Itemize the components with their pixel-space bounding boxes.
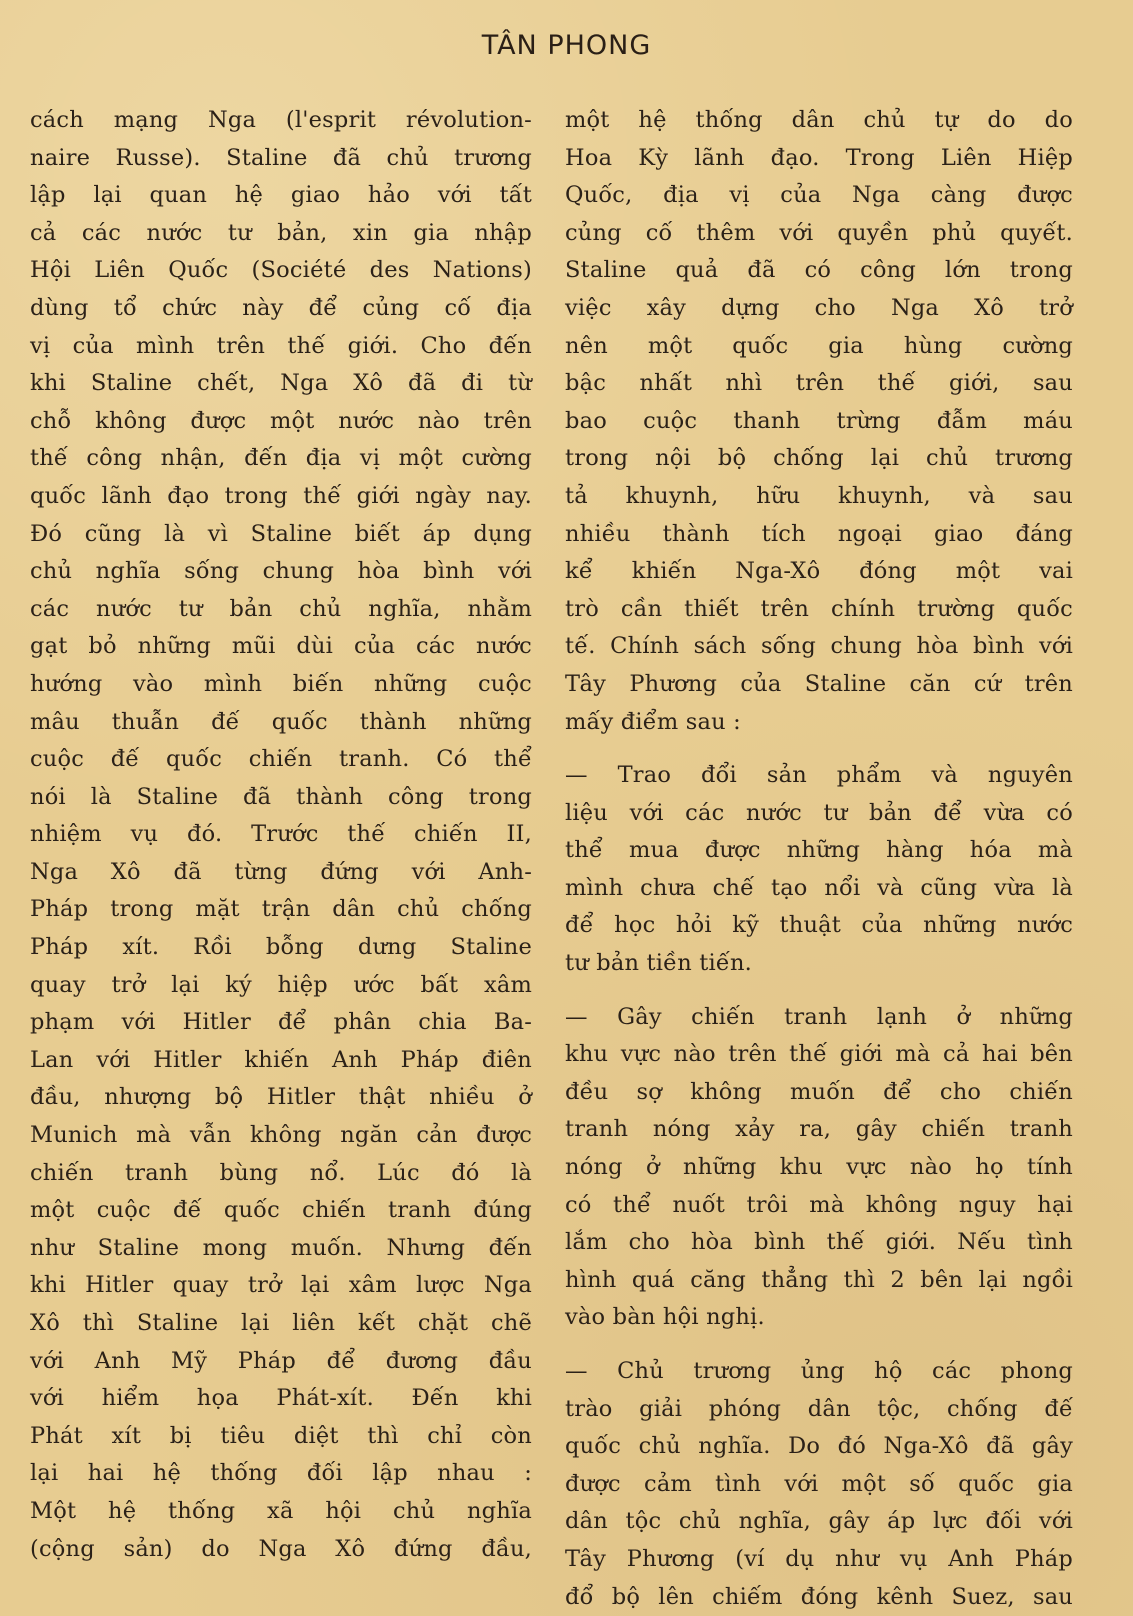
paragraph-gap <box>565 741 1073 757</box>
text-line: mâu thuẫn đế quốc thành những <box>30 708 532 735</box>
paragraph <box>565 102 1073 741</box>
text-line: tư bản tiền tiến. <box>565 950 752 977</box>
paragraph <box>565 1353 1073 1616</box>
text-line: được cảm tình với một số quốc gia <box>565 1470 1073 1497</box>
text-line: nói là Staline đã thành công trong <box>30 783 532 810</box>
text-line: thể mua được những hàng hóa mà <box>565 837 1073 864</box>
text-line: để học hỏi kỹ thuật của những nước <box>565 912 1073 939</box>
text-line: hình quá căng thẳng thì 2 bên lại ngồi <box>565 1266 1073 1293</box>
text-line: thế công nhận, đến địa vị một cường <box>30 445 532 472</box>
page-header-title: TÂN PHONG <box>481 30 652 61</box>
text-line: nên một quốc gia hùng cường <box>565 332 1073 359</box>
paragraph <box>565 757 1073 983</box>
left-column-text <box>30 102 532 1568</box>
text-line: nóng ở những khu vực nào họ tính <box>565 1154 1073 1181</box>
text-line: nhiệm vụ đó. Trước thế chiến II, <box>30 821 532 848</box>
text-line: Một hệ thống xã hội chủ nghĩa <box>30 1497 532 1524</box>
text-line: việc xây dựng cho Nga Xô trở <box>565 294 1073 321</box>
text-line: tả khuynh, hữu khuynh, và sau <box>565 482 1073 509</box>
left-column <box>30 102 532 1568</box>
text-line: Quốc, địa vị của Nga càng được <box>565 182 1073 209</box>
text-line: Tây Phương (ví dụ như vụ Anh Pháp <box>565 1545 1073 1572</box>
text-line: (cộng sản) do Nga Xô đứng đầu, <box>30 1535 532 1562</box>
text-line: các nước tư bản chủ nghĩa, nhằm <box>30 595 532 622</box>
text-line: — Chủ trương ủng hộ các phong <box>565 1358 1073 1384</box>
text-line: vị của mình trên thế giới. Cho đến <box>30 332 532 359</box>
text-line: bậc nhất nhì trên thế giới, sau <box>565 370 1073 397</box>
text-line: khu vực nào trên thế giới mà cả hai bên <box>565 1041 1073 1068</box>
text-line: với Anh Mỹ Pháp để đương đầu <box>30 1347 532 1374</box>
paragraph-gap <box>565 1337 1073 1353</box>
text-line: Staline quả đã có công lớn trong <box>565 257 1073 284</box>
text-line: hướng vào mình biến những cuộc <box>30 670 532 697</box>
text-line: — Gây chiến tranh lạnh ở những <box>565 1003 1073 1030</box>
text-line: mấy điểm sau : <box>565 708 741 735</box>
text-line: lắm cho hòa bình thế giới. Nếu tình <box>565 1229 1073 1256</box>
text-line: như Staline mong muốn. Nhưng đến <box>30 1234 532 1261</box>
text-line: kể khiến Nga-Xô đóng một vai <box>565 558 1073 585</box>
text-line: quốc chủ nghĩa. Do đó Nga-Xô đã gây <box>565 1433 1073 1460</box>
text-line: Hoa Kỳ lãnh đạo. Trong Liên Hiệp <box>565 144 1073 171</box>
text-line: đầu, nhượng bộ Hitler thật nhiều ở <box>30 1084 532 1111</box>
text-line: quốc lãnh đạo trong thế giới ngày nay. <box>30 482 532 509</box>
text-line: chủ nghĩa sống chung hòa bình với <box>30 558 532 585</box>
text-line: bao cuộc thanh trừng đẫm máu <box>565 407 1073 434</box>
text-line: quay trở lại ký hiệp ước bất xâm <box>30 971 532 998</box>
text-line: vào bàn hội nghị. <box>565 1304 765 1331</box>
text-line: khi Hitler quay trở lại xâm lược Nga <box>30 1272 532 1299</box>
text-line: mình chưa chế tạo nổi và cũng vừa là <box>565 874 1073 901</box>
text-line: lại hai hệ thống đối lập nhau : <box>30 1460 532 1487</box>
text-line: cả các nước tư bản, xin gia nhập <box>30 219 532 246</box>
text-line: cuộc đế quốc chiến tranh. Có thể <box>30 746 532 773</box>
paragraph <box>565 999 1073 1337</box>
paragraph-gap <box>565 983 1073 999</box>
text-line: nhiều thành tích ngoại giao đáng <box>565 520 1073 547</box>
text-line: tranh nóng xảy ra, gây chiến tranh <box>565 1116 1073 1143</box>
text-line: một hệ thống dân chủ tự do do <box>565 107 1073 133</box>
text-line: Hội Liên Quốc (Société des Nations) <box>30 257 532 284</box>
text-line: Nga Xô đã từng đứng với Anh- <box>30 858 532 885</box>
text-line: gạt bỏ những mũi dùi của các nước <box>30 633 532 660</box>
text-line: lập lại quan hệ giao hảo với tất <box>30 182 532 209</box>
text-line: dân tộc chủ nghĩa, gây áp lực đối với <box>565 1508 1073 1535</box>
text-line: khi Staline chết, Nga Xô đã đi từ <box>30 370 532 397</box>
text-line: Tây Phương của Staline căn cứ trên <box>565 670 1073 697</box>
text-line: liệu với các nước tư bản để vừa có <box>565 799 1073 826</box>
text-line: Munich mà vẫn không ngăn cản được <box>30 1122 532 1149</box>
text-line: một cuộc đế quốc chiến tranh đúng <box>30 1197 532 1224</box>
text-line: trào giải phóng dân tộc, chống đế <box>565 1395 1073 1422</box>
text-line: dùng tổ chức này để củng cố địa <box>30 294 532 321</box>
text-line: Xô thì Staline lại liên kết chặt chẽ <box>30 1310 532 1336</box>
text-line: tế. Chính sách sống chung hòa bình với <box>565 633 1073 660</box>
text-line: trong nội bộ chống lại chủ trương <box>565 445 1073 472</box>
text-line: với hiểm họa Phát-xít. Đến khi <box>30 1385 532 1412</box>
text-line: trò cần thiết trên chính trường quốc <box>565 595 1073 622</box>
text-line: phạm với Hitler để phân chia Ba- <box>30 1009 532 1036</box>
text-line: Đó cũng là vì Staline biết áp dụng <box>30 520 532 547</box>
text-line: Pháp xít. Rồi bỗng dưng Staline <box>30 934 532 961</box>
right-column-text <box>565 102 1073 1616</box>
text-line: đổ bộ lên chiếm đóng kênh Suez, sau <box>565 1583 1073 1610</box>
text-line: naire Russe). Staline đã chủ trương <box>30 144 532 171</box>
text-line: đều sợ không muốn để cho chiến <box>565 1078 1073 1105</box>
text-line: Pháp trong mặt trận dân chủ chống <box>30 896 532 923</box>
text-line: — Trao đổi sản phẩm và nguyên <box>565 762 1073 789</box>
text-line: chỗ không được một nước nào trên <box>30 407 532 434</box>
text-line: Phát xít bị tiêu diệt thì chỉ còn <box>30 1422 532 1449</box>
text-line: củng cố thêm với quyền phủ quyết. <box>565 219 1073 246</box>
text-line: cách mạng Nga (l'esprit révolution- <box>30 107 532 133</box>
right-column <box>565 102 1073 1616</box>
text-line: chiến tranh bùng nổ. Lúc đó là <box>30 1159 532 1186</box>
text-line: Lan với Hitler khiến Anh Pháp điên <box>30 1046 532 1073</box>
text-line: có thể nuốt trôi mà không nguy hại <box>565 1191 1073 1218</box>
